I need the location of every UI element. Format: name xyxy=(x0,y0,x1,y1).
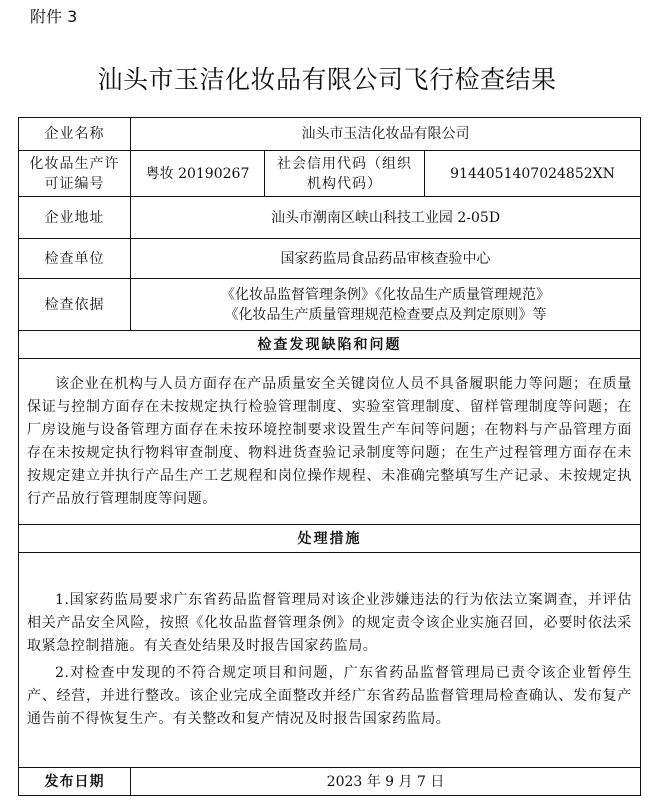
page-title: 汕头市玉洁化妆品有限公司飞行检查结果 xyxy=(97,65,557,94)
credit-code-label: 社会信用代码（组织机构代码） xyxy=(265,151,425,197)
company-name-label: 企业名称 xyxy=(19,118,131,151)
measure-item-2: 2.对检查中发现的不符合规定项目和问题，广东省药品监督管理局已责令该企业暂停生产、经营，并进行整改。该企业完成全面整改并经广东省药品监督管理局检查确认、发布复产通告前不得恢复生产。有关整改和复产情况及时报告国家药监局。 xyxy=(27,665,633,727)
basis-value xyxy=(131,279,641,331)
defects-text: 该企业在机构与人员方面存在产品质量安全关键岗位人员不具备履职能力等问题；在质量保证与控制方面存在未按规定执行检验管理制度、实验室管理制度、留样管理制度等问题；在厂房设施与设备管理方面存在未按环境控制要求设置生产车间等问题；在物料与产品管理方面存在未按规定执行物料审查制度、物料进货查验记录制度等问题；在生产过程管理方面存在未按规定建立并执行产品生产工艺规程和岗位操作规程、未准确完整填写生产记录、未按规定执行产品放行管理制度等问题。 xyxy=(19,359,641,525)
defects-header: 检查发现缺陷和问题 xyxy=(19,331,641,359)
inspector-label: 检查单位 xyxy=(19,239,131,279)
measures-header: 处理措施 xyxy=(19,525,641,553)
basis-line-1: 《化妆品监督管理条例》《化妆品生产质量管理规范》 xyxy=(221,286,550,303)
inspection-result-table xyxy=(18,117,641,796)
company-name-value: 汕头市玉洁化妆品有限公司 xyxy=(131,118,641,151)
measure-item-1: 1.国家药监局要求广东省药品监督管理局对该企业涉嫌违法的行为依法立案调查，并评估相关产品安全风险，按照《化妆品监督管理条例》的规定责令该企业实施召回，必要时依法采取紧急控制措施。有关查处结果及时报告国家药监局。 xyxy=(27,592,633,654)
release-date-label: 发布日期 xyxy=(19,768,131,796)
license-label: 化妆品生产许可证编号 xyxy=(19,151,131,197)
address-value: 汕头市潮南区峡山科技工业园 2-05D xyxy=(131,197,641,239)
release-date-value: 2023 年 9 月 7 日 xyxy=(131,768,641,796)
attachment-label: 附件 3 xyxy=(30,7,78,26)
basis-line-2: 《化妆品生产质量管理规范检查要点及判定原则》等 xyxy=(224,306,547,323)
basis-label: 检查依据 xyxy=(19,279,131,331)
credit-code-value: 9144051407024852XN xyxy=(425,151,641,197)
measures-body xyxy=(19,553,641,768)
address-label: 企业地址 xyxy=(19,197,131,239)
license-value: 粤妆 20190267 xyxy=(131,151,265,197)
inspector-value: 国家药监局食品药品审核查验中心 xyxy=(131,239,641,279)
